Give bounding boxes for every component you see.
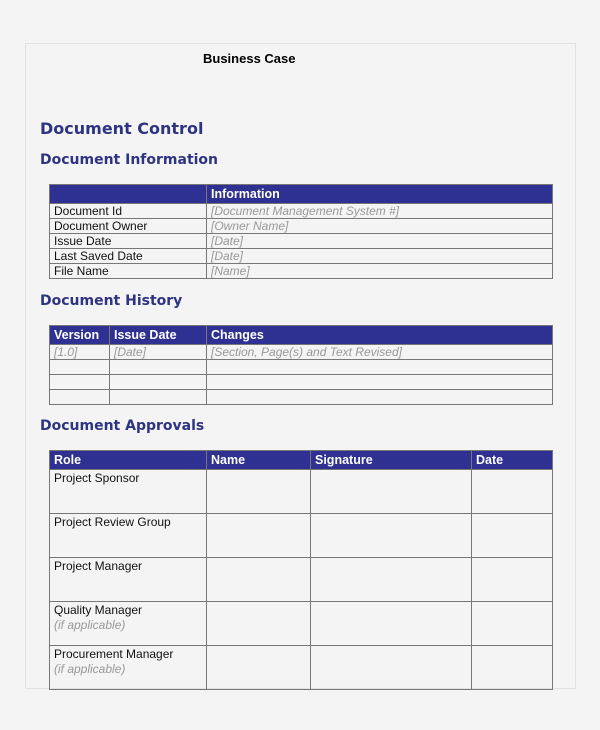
role-label: Project Sponsor — [54, 471, 140, 485]
date-cell[interactable] — [472, 646, 553, 690]
role-label: Project Review Group — [54, 515, 171, 529]
table-row — [50, 249, 553, 264]
table-row — [50, 514, 553, 558]
document-information-table — [49, 184, 553, 279]
signature-cell[interactable] — [311, 646, 472, 690]
role-cell — [50, 470, 207, 514]
role-cell — [50, 514, 207, 558]
document-control-heading: Document Control — [40, 119, 204, 138]
changes-cell[interactable]: [Section, Page(s) and Text Revised] — [207, 345, 553, 360]
document-history-heading: Document History — [40, 293, 183, 309]
table-row — [50, 219, 553, 234]
changes-cell[interactable] — [207, 390, 553, 405]
table-row — [50, 602, 553, 646]
signature-cell[interactable] — [311, 602, 472, 646]
date-cell[interactable] — [472, 558, 553, 602]
date-cell[interactable] — [472, 470, 553, 514]
date-cell[interactable] — [472, 602, 553, 646]
role-note: (if applicable) — [54, 618, 126, 632]
document-approvals-table — [49, 450, 553, 690]
label-cell: Issue Date — [50, 234, 207, 249]
role-cell — [50, 602, 207, 646]
header-cell: Signature — [311, 451, 472, 470]
name-cell[interactable] — [207, 558, 311, 602]
table-row — [50, 558, 553, 602]
name-cell[interactable] — [207, 602, 311, 646]
version-cell[interactable] — [50, 390, 110, 405]
document-information-heading: Document Information — [40, 152, 219, 168]
changes-cell[interactable] — [207, 375, 553, 390]
header-cell — [50, 185, 207, 204]
version-cell[interactable] — [50, 360, 110, 375]
document-history-table — [49, 325, 553, 405]
issue-date-cell[interactable] — [110, 360, 207, 375]
table-row — [50, 375, 553, 390]
table-row — [50, 204, 553, 219]
label-cell: File Name — [50, 264, 207, 279]
name-cell[interactable] — [207, 470, 311, 514]
issue-date-cell[interactable] — [110, 375, 207, 390]
signature-cell[interactable] — [311, 558, 472, 602]
signature-cell[interactable] — [311, 470, 472, 514]
label-cell: Document Owner — [50, 219, 207, 234]
value-cell[interactable]: [Document Management System #] — [207, 204, 553, 219]
table-row — [50, 646, 553, 690]
name-cell[interactable] — [207, 646, 311, 690]
role-cell — [50, 646, 207, 690]
date-cell[interactable] — [472, 514, 553, 558]
changes-cell[interactable] — [207, 360, 553, 375]
document-approvals-heading: Document Approvals — [40, 418, 205, 434]
name-cell[interactable] — [207, 514, 311, 558]
label-cell: Document Id — [50, 204, 207, 219]
role-cell — [50, 558, 207, 602]
header-cell: Information — [207, 185, 553, 204]
role-note: (if applicable) — [54, 662, 126, 676]
value-cell[interactable]: [Date] — [207, 249, 553, 264]
header-cell: Date — [472, 451, 553, 470]
issue-date-cell[interactable]: [Date] — [110, 345, 207, 360]
role-label: Quality Manager — [54, 603, 143, 617]
document-title: Business Case — [203, 51, 296, 66]
version-cell[interactable] — [50, 375, 110, 390]
value-cell[interactable]: [Owner Name] — [207, 219, 553, 234]
table-row — [50, 390, 553, 405]
header-cell: Role — [50, 451, 207, 470]
table-row — [50, 345, 553, 360]
header-cell: Version — [50, 326, 110, 345]
header-cell: Name — [207, 451, 311, 470]
signature-cell[interactable] — [311, 514, 472, 558]
label-cell: Last Saved Date — [50, 249, 207, 264]
role-label: Procurement Manager — [54, 647, 174, 661]
value-cell[interactable]: [Name] — [207, 264, 553, 279]
header-cell: Issue Date — [110, 326, 207, 345]
table-row — [50, 234, 553, 249]
table-row — [50, 360, 553, 375]
value-cell[interactable]: [Date] — [207, 234, 553, 249]
issue-date-cell[interactable] — [110, 390, 207, 405]
table-row — [50, 264, 553, 279]
version-cell[interactable]: [1.0] — [50, 345, 110, 360]
header-cell: Changes — [207, 326, 553, 345]
table-row — [50, 470, 553, 514]
role-label: Project Manager — [54, 559, 143, 573]
